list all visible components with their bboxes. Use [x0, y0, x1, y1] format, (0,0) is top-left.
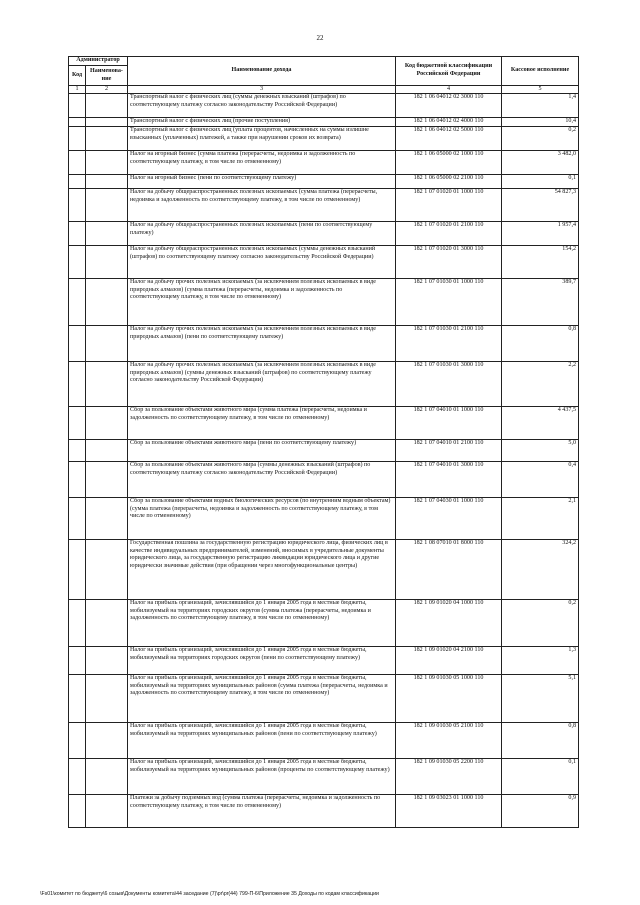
cell-admin-code — [69, 151, 86, 175]
header-admin-name: Наименова-ние — [86, 66, 128, 86]
cell-income-name: Налог на прибыль организаций, зачислявшийся до 1 января 2005 года в местные бюджеты, мобилизуемый на территориях городских округов (сумма платежа (перерасчеты, недоимка и задолженность по соответствующему платежу, в том числе по отмененному) — [128, 600, 396, 647]
cell-admin-name — [86, 675, 128, 723]
cell-income-name: Государственная пошлина за государственную регистрацию юридического лица, физических лиц в качестве индивидуальных предпринимателей, изменений, вносимых в учредительные документы юридического лица, за государственную регистрацию ликвидации юридического лица и другие юридически значимые действия (при обращении через многофункциональные центры) — [128, 540, 396, 600]
cell-income-name: Транспортный налог с физических лиц (прочие поступления) — [128, 118, 396, 127]
cell-admin-name — [86, 759, 128, 795]
column-number: 2 — [86, 86, 128, 94]
cell-admin-name — [86, 189, 128, 222]
table-row — [69, 151, 579, 175]
table-row — [69, 246, 579, 279]
table-row — [69, 498, 579, 540]
column-number: 5 — [502, 86, 579, 94]
table-row — [69, 600, 579, 647]
cell-kbk-code: 182 1 07 04010 01 1000 110 — [396, 407, 502, 440]
cell-admin-code — [69, 440, 86, 462]
column-number: 3 — [128, 86, 396, 94]
cell-admin-code — [69, 175, 86, 189]
cell-cash-execution: 0,2 — [502, 127, 579, 151]
table-row — [69, 326, 579, 362]
cell-cash-execution: 1 957,4 — [502, 222, 579, 246]
header-kbk: Код бюджетной классификации Российской Федерации — [396, 57, 502, 86]
cell-admin-code — [69, 127, 86, 151]
table-row — [69, 462, 579, 498]
cell-admin-code — [69, 600, 86, 647]
column-number: 4 — [396, 86, 502, 94]
table-row — [69, 189, 579, 222]
cell-cash-execution: 0,1 — [502, 175, 579, 189]
cell-admin-name — [86, 498, 128, 540]
cell-kbk-code: 182 1 07 01020 01 3000 110 — [396, 246, 502, 279]
header-cash-execution: Кассовое исполнение — [502, 57, 579, 86]
table-row — [69, 175, 579, 189]
cell-kbk-code: 182 1 07 01030 01 2100 110 — [396, 326, 502, 362]
cell-income-name: Сбор за пользование объектами животного мира (сумма платежа (перерасчеты, недоимка и задолженность по соответствующему платежу, в том числе по отмененному) — [128, 407, 396, 440]
cell-cash-execution: 2,2 — [502, 362, 579, 407]
cell-admin-name — [86, 440, 128, 462]
table-body — [69, 94, 579, 828]
cell-kbk-code: 182 1 08 07010 01 8000 110 — [396, 540, 502, 600]
table-row — [69, 540, 579, 600]
cell-cash-execution: 0,8 — [502, 723, 579, 759]
cell-kbk-code: 182 1 09 01020 04 2100 110 — [396, 647, 502, 675]
cell-admin-code — [69, 118, 86, 127]
cell-cash-execution: 0,8 — [502, 326, 579, 362]
cell-cash-execution: 0,9 — [502, 795, 579, 828]
cell-admin-code — [69, 759, 86, 795]
cell-cash-execution: 389,7 — [502, 279, 579, 326]
table-row — [69, 723, 579, 759]
cell-cash-execution: 0,2 — [502, 600, 579, 647]
cell-income-name: Налог на прибыль организаций, зачислявшийся до 1 января 2005 года в местные бюджеты, мобилизуемый на территориях муниципальных районов (пени по соответствующему платежу) — [128, 723, 396, 759]
cell-admin-name — [86, 94, 128, 118]
cell-cash-execution: 1,4 — [502, 94, 579, 118]
cell-cash-execution: 154,2 — [502, 246, 579, 279]
cell-income-name: Налог на прибыль организаций, зачислявшийся до 1 января 2005 года в местные бюджеты, мобилизуемый на территориях городских округов (пени по соответствующему платежу) — [128, 647, 396, 675]
cell-kbk-code: 182 1 07 01020 01 1000 110 — [396, 189, 502, 222]
table-row — [69, 362, 579, 407]
cell-kbk-code: 182 1 07 01030 01 3000 110 — [396, 362, 502, 407]
cell-admin-name — [86, 600, 128, 647]
cell-income-name: Транспортный налог с физических лиц (суммы денежных взысканий (штрафов) по соответствующему платежу согласно законодательству Российской Федерации) — [128, 94, 396, 118]
table-row — [69, 440, 579, 462]
table-row — [69, 759, 579, 795]
cell-admin-name — [86, 723, 128, 759]
cell-kbk-code: 182 1 09 01030 05 2100 110 — [396, 723, 502, 759]
table-row — [69, 407, 579, 440]
cell-cash-execution: 4 437,5 — [502, 407, 579, 440]
header-code: Код — [69, 66, 86, 86]
cell-kbk-code: 182 1 07 04010 01 2100 110 — [396, 440, 502, 462]
cell-admin-code — [69, 94, 86, 118]
cell-admin-name — [86, 246, 128, 279]
cell-kbk-code: 182 1 07 01020 01 2100 110 — [396, 222, 502, 246]
cell-income-name: Сбор за пользование объектами животного мира (суммы денежных взысканий (штрафов) по соответствующему платежу согласно законодательству Российской Федерации) — [128, 462, 396, 498]
cell-admin-name — [86, 151, 128, 175]
cell-admin-code — [69, 279, 86, 326]
table-row — [69, 222, 579, 246]
cell-cash-execution: 5,0 — [502, 440, 579, 462]
table-row — [69, 118, 579, 127]
cell-cash-execution: 2,1 — [502, 498, 579, 540]
cell-admin-code — [69, 222, 86, 246]
cell-admin-code — [69, 795, 86, 828]
table-row — [69, 795, 579, 828]
cell-kbk-code: 182 1 09 01030 05 1000 110 — [396, 675, 502, 723]
cell-admin-code — [69, 362, 86, 407]
cell-income-name: Налог на добычу общераспространенных полезных ископаемых (сумма платежа (перерасчеты, недоимка и задолженность по соответствующему платежу, в том числе по отмененному) — [128, 189, 396, 222]
header-administrator: Администратор — [69, 57, 128, 66]
cell-income-name: Налог на добычу прочих полезных ископаемых (за исключением полезных ископаемых в виде природных алмазов) (суммы денежных взысканий (штрафов) по соответствующему платежу согласно законодательству Российской Федерации) — [128, 362, 396, 407]
cell-kbk-code: 182 1 09 01030 05 2200 110 — [396, 759, 502, 795]
cell-cash-execution: 0,1 — [502, 759, 579, 795]
cell-income-name: Налог на добычу общераспространенных полезных ископаемых (пени по соответствующему платежу) — [128, 222, 396, 246]
cell-income-name: Транспортный налог с физических лиц (уплата процентов, начисленных на суммы излишне взысканных (уплаченных) платежей, а также при нарушении сроков их возврата) — [128, 127, 396, 151]
cell-cash-execution: 3 482,0 — [502, 151, 579, 175]
cell-admin-name — [86, 462, 128, 498]
cell-kbk-code: 182 1 09 03023 01 1000 110 — [396, 795, 502, 828]
cell-admin-name — [86, 407, 128, 440]
cell-cash-execution: 0,4 — [502, 462, 579, 498]
cell-kbk-code: 182 1 06 05000 02 2100 110 — [396, 175, 502, 189]
cell-income-name: Налог на прибыль организаций, зачислявшийся до 1 января 2005 года в местные бюджеты, мобилизуемый на территориях муниципальных районов (проценты по соответствующему платежу) — [128, 759, 396, 795]
income-table — [68, 56, 579, 828]
cell-admin-name — [86, 127, 128, 151]
cell-income-name: Налог на добычу общераспространенных полезных ископаемых (суммы денежных взысканий (штрафов) по соответствующему платежу согласно законодательству Российской Федерации) — [128, 246, 396, 279]
column-number: 1 — [69, 86, 86, 94]
cell-admin-name — [86, 326, 128, 362]
cell-admin-name — [86, 279, 128, 326]
cell-cash-execution: 1,3 — [502, 647, 579, 675]
cell-admin-code — [69, 407, 86, 440]
cell-kbk-code: 182 1 07 01030 01 1000 110 — [396, 279, 502, 326]
cell-admin-code — [69, 326, 86, 362]
table-row — [69, 127, 579, 151]
cell-admin-code — [69, 246, 86, 279]
cell-income-name: Налог на прибыль организаций, зачислявшийся до 1 января 2005 года в местные бюджеты, мобилизуемый на территориях муниципальных районов (сумма платежа (перерасчеты, недоимка и задолженность по соответствующему платежу, в том числе по отмененному) — [128, 675, 396, 723]
cell-admin-code — [69, 675, 86, 723]
cell-kbk-code: 182 1 07 04010 01 3000 110 — [396, 462, 502, 498]
cell-kbk-code: 182 1 07 04030 01 1000 110 — [396, 498, 502, 540]
cell-admin-name — [86, 362, 128, 407]
cell-income-name: Налог на игорный бизнес (сумма платежа (перерасчеты, недоимка и задолженность по соответствующему платежу, в том числе по отмененному) — [128, 151, 396, 175]
table-row — [69, 647, 579, 675]
cell-income-name: Сбор за пользование объектами животного мира (пени по соответствующему платежу) — [128, 440, 396, 462]
cell-admin-code — [69, 540, 86, 600]
cell-income-name: Налог на добычу прочих полезных ископаемых (за исключением полезных ископаемых в виде природных алмазов) (сумма платежа (перерасчеты, недоимка и задолженность по соответствующему платежу, в том числе по отмененному) — [128, 279, 396, 326]
cell-admin-name — [86, 118, 128, 127]
table-row — [69, 279, 579, 326]
page-number: 22 — [316, 34, 324, 42]
cell-income-name: Платежи за добычу подземных вод (сумма платежа (перерасчеты, недоимка и задолженность по соответствующему платежу, в том числе по отмененному) — [128, 795, 396, 828]
cell-cash-execution: 10,4 — [502, 118, 579, 127]
cell-admin-code — [69, 723, 86, 759]
column-numbers-row — [69, 86, 579, 94]
cell-kbk-code: 182 1 09 01020 04 1000 110 — [396, 600, 502, 647]
cell-admin-code — [69, 498, 86, 540]
cell-kbk-code: 182 1 06 04012 02 4000 110 — [396, 118, 502, 127]
cell-admin-name — [86, 175, 128, 189]
table-row — [69, 675, 579, 723]
cell-admin-name — [86, 222, 128, 246]
cell-cash-execution: 5,1 — [502, 675, 579, 723]
cell-admin-code — [69, 462, 86, 498]
header-income-name: Наименование дохода — [128, 57, 396, 86]
cell-admin-name — [86, 647, 128, 675]
table-row — [69, 94, 579, 118]
footer-path: \Fs01\комитет по бюджету\6 созыв\Документы комитета\44 заседание (7)\pr\pr(44) 799-П-6\Приложение 35 Доходы по кодам классификации — [40, 891, 379, 897]
cell-income-name: Налог на добычу прочих полезных ископаемых (за исключением полезных ископаемых в виде природных алмазов) (пени по соответствующему платежу) — [128, 326, 396, 362]
cell-kbk-code: 182 1 06 05000 02 1000 110 — [396, 151, 502, 175]
cell-income-name: Налог на игорный бизнес (пени по соответствующему платежу) — [128, 175, 396, 189]
cell-kbk-code: 182 1 06 04012 02 5000 110 — [396, 127, 502, 151]
cell-admin-name — [86, 540, 128, 600]
cell-admin-code — [69, 647, 86, 675]
cell-kbk-code: 182 1 06 04012 02 3000 110 — [396, 94, 502, 118]
cell-income-name: Сбор за пользование объектами водных биологических ресурсов (по внутренним водным объектам) (сумма платежа (перерасчеты, недоимка и задолженность по соответствующему платежу, в том числе по отмененному) — [128, 498, 396, 540]
cell-cash-execution: 54 827,3 — [502, 189, 579, 222]
cell-admin-name — [86, 795, 128, 828]
cell-admin-code — [69, 189, 86, 222]
cell-cash-execution: 324,2 — [502, 540, 579, 600]
